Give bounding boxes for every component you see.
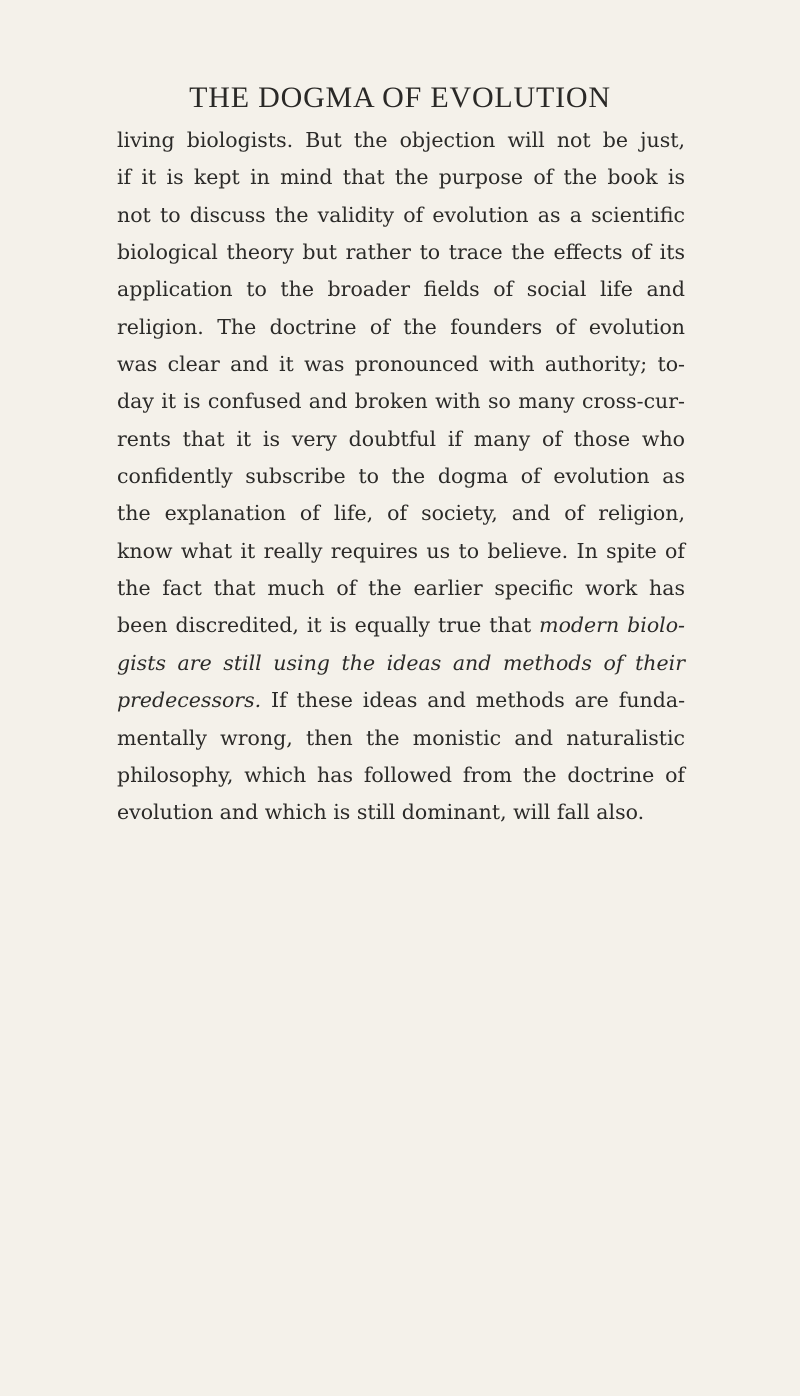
text-line: if it is kept in mind that the purpose of the book is: [117, 165, 685, 190]
text-line: not to discuss the validity of evolution as a scientific: [117, 202, 685, 227]
text-line: was clear and it was pronounced with authority; to-: [117, 352, 685, 377]
italic-text-run: predecessors.: [117, 688, 262, 713]
text-line: religion. The doctrine of the founders of evolution: [117, 314, 685, 339]
italic-text-run: gists are still using the ideas and methods of their: [117, 650, 685, 675]
text-line: philosophy, which has followed from the doctrine of: [117, 762, 685, 787]
text-line: rents that it is very doubtful if many of those who: [117, 426, 685, 451]
text-line: confidently subscribe to the dogma of evolution as: [117, 464, 685, 489]
text-line: [117, 645, 685, 682]
text-run: If these ideas and methods are funda-: [261, 688, 685, 713]
text-line: [117, 682, 685, 719]
text-line: evolution and which is still dominant, will fall also.: [117, 800, 645, 825]
text-line: day it is confused and broken with so many cross-cur-: [117, 389, 685, 414]
text-line: [117, 607, 685, 644]
text-line: the fact that much of the earlier specific work has: [117, 576, 685, 601]
text-line: mentally wrong, then the monistic and naturalistic: [117, 725, 685, 750]
text-line: application to the broader fields of social life and: [117, 277, 685, 302]
text-line: living biologists. But the objection will not be just,: [117, 128, 685, 152]
body-paragraph: [117, 122, 685, 832]
text-line: know what it really requires us to believe. In spite of: [117, 538, 685, 563]
text-line: biological theory but rather to trace the effects of its: [117, 240, 685, 265]
running-head: THE DOGMA OF EVOLUTION: [189, 81, 611, 114]
text-line: the explanation of life, of society, and of religion,: [117, 501, 685, 526]
text-run: been discredited, it is equally true that: [117, 613, 540, 638]
italic-text-run: modern biolo-: [539, 613, 685, 638]
